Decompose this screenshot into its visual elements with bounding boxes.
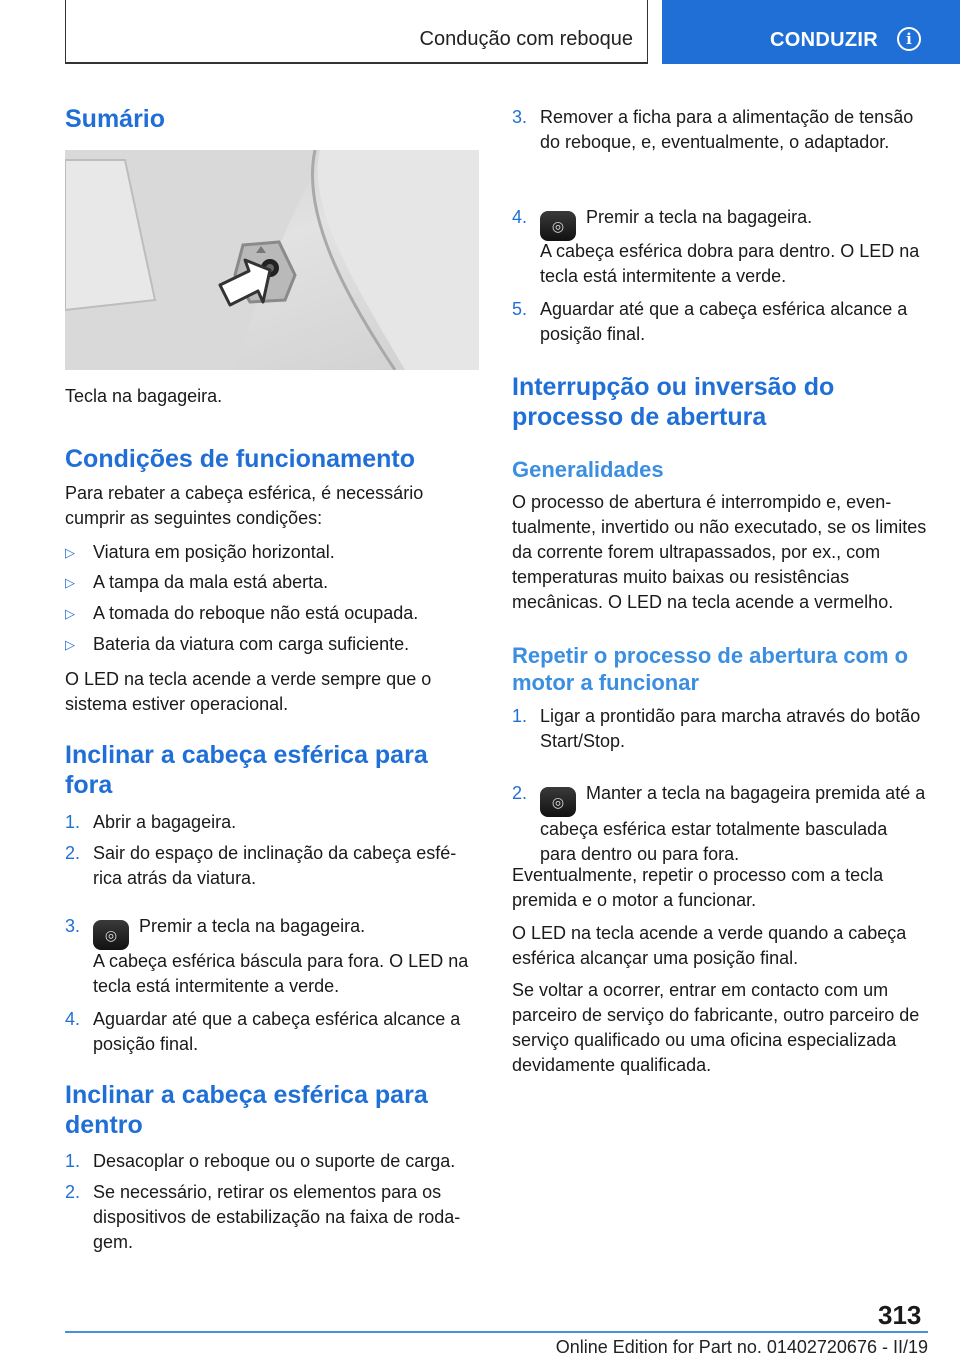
tilt-out-step-detail: A cabeça esférica báscula para fora. O LED na tecla está intermitente a verde.: [93, 951, 469, 996]
header-chapter-title: CONDUZIR: [770, 29, 878, 51]
header-section-title: Condução com reboque: [419, 28, 633, 50]
repeat-note-2: O LED na tecla acende a verde quando a cabeça esférica alcançar uma posição final.: [512, 923, 907, 968]
condition-item: ▷ A tomada do reboque não está ocupada.: [65, 601, 479, 626]
condition-item: ▷ Viatura em posição horizontal.: [65, 540, 479, 565]
repeat-note-3: Se voltar a ocorrer, entrar em contacto com um parceiro de serviço do fabricante, outro parceiro de serviço qualificado ou uma oficina especializada devidamente qualificada.: [512, 980, 920, 1075]
conditions-intro: Para rebater a cabeça esférica, é necessário cumprir as seguintes condições:: [65, 483, 424, 528]
repeat-step: 1. Ligar a prontidão para marcha através do botão Start/Stop.: [512, 706, 921, 751]
tilt-out-step: 3. ◎ Premir a tecla na bagageira.: [65, 914, 479, 950]
conditions-heading: Condições de funcionamento: [65, 445, 416, 473]
trailer-hitch-button-icon: ◎: [93, 920, 129, 950]
bullet-triangle-icon: ▷: [65, 606, 75, 621]
general-text: O processo de abertura é interrompido e, eventualmente, invertido ou não executado, se os limites da corrente forem ultrapassados, por ex., com temperaturas muito baixas ou resistências mecânicas. O LED na tecla acende a vermelho.: [512, 492, 927, 612]
photo-caption: Tecla na bagageira.: [65, 386, 223, 406]
footer-edition: Online Edition for Part no. 01402720676 - II/19: [555, 1337, 928, 1357]
trailer-hitch-button-icon: ◎: [540, 787, 576, 817]
header-chapter-tab[interactable]: [662, 0, 960, 64]
trunk-button-illustration: [65, 150, 479, 370]
page-number: 313: [878, 1300, 922, 1330]
conditions-led-note: O LED na tecla acende a verde sempre que o sistema estiver operacional.: [65, 669, 432, 714]
repeat-heading: Repetir o processo de abertura com o motor a funcionar: [512, 643, 909, 695]
footer-divider: [65, 1331, 928, 1333]
tilt-in-step-detail: A cabeça esférica dobra para dentro. O LED na tecla está intermitente a verde.: [540, 241, 920, 286]
bullet-triangle-icon: ▷: [65, 575, 75, 590]
info-icon[interactable]: i: [897, 27, 921, 51]
summary-heading: Sumário: [65, 105, 166, 133]
tilt-in-step: 3. Remover a ficha para a alimentação de tensão do reboque, e, eventualmente, o adaptador.: [512, 107, 914, 152]
tilt-in-step: 4. ◎ Premir a tecla na bagageira.: [512, 205, 928, 241]
repeat-step: 2. ◎ Manter a tecla na bagageira premida até a cabeça esférica estar totalmente basculada para dentro ou para fora.: [512, 783, 926, 864]
condition-item: ▷ A tampa da mala está aberta.: [65, 570, 479, 595]
tilt-in-step: 2. Se necessário, retirar os elementos para os dispositivos de estabilização na faixa de rodagem.: [65, 1182, 461, 1252]
trailer-hitch-button-icon: ◎: [540, 211, 576, 241]
header-section-box: [65, 0, 648, 64]
interruption-heading: Interrupção ou inversão do processo de abertura: [512, 373, 835, 431]
tilt-out-heading: Inclinar a cabeça esférica para fora: [65, 741, 428, 799]
tilt-out-step: 2. Sair do espaço de inclinação da cabeça esférica atrás da viatura.: [65, 843, 457, 888]
general-heading: Generalidades: [512, 457, 664, 482]
tilt-in-step: 1. Desacoplar o reboque ou o suporte de carga.: [65, 1151, 456, 1171]
repeat-note-1: Eventualmente, repetir o processo com a tecla premida e o motor a funcionar.: [512, 865, 884, 910]
tilt-in-step: 5. Aguardar até que a cabeça esférica alcance a posição final.: [512, 299, 908, 344]
bullet-triangle-icon: ▷: [65, 545, 75, 560]
condition-item: ▷ Bateria da viatura com carga suficiente.: [65, 632, 479, 657]
tilt-out-step: 4. Aguardar até que a cabeça esférica alcance a posição final.: [65, 1009, 461, 1054]
tilt-in-heading: Inclinar a cabeça esférica para dentro: [65, 1081, 428, 1139]
tilt-out-step: 1. Abrir a bagageira.: [65, 812, 237, 832]
trunk-button-photo: [65, 150, 479, 370]
bullet-triangle-icon: ▷: [65, 637, 75, 652]
